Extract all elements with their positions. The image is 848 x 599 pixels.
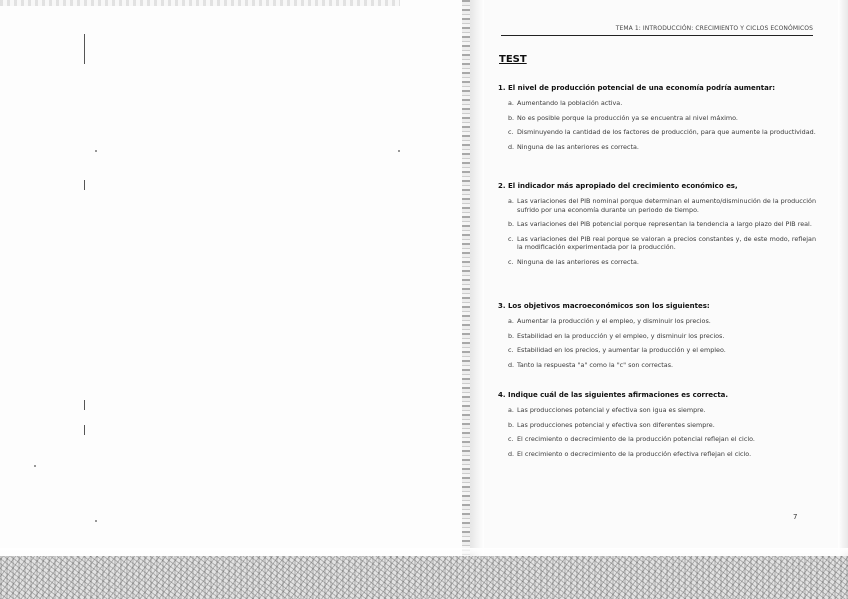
- answer-option: [508, 143, 816, 152]
- question-4: [498, 391, 816, 464]
- option-text: Aumentar la producción y el empleo, y disminuir los precios.: [517, 317, 711, 325]
- option-letter: b.: [508, 420, 515, 429]
- option-letter: c.: [508, 435, 514, 444]
- scan-speck: [95, 520, 97, 522]
- option-text: Aumentando la población activa.: [517, 99, 623, 107]
- question-2: [498, 182, 816, 273]
- answer-option: [508, 450, 816, 459]
- answer-option: [508, 317, 816, 326]
- right-page-edge: [838, 0, 848, 599]
- answer-option: [508, 128, 816, 137]
- option-text: Las producciones potencial y efectiva son igua es siempre.: [517, 406, 706, 414]
- option-text: No es posible porque la producción ya se encuentra al nivel máximo.: [517, 113, 738, 122]
- question-3: [498, 302, 816, 375]
- test-heading: TEST: [499, 54, 527, 65]
- gutter-shadow: [470, 0, 484, 560]
- option-letter: a.: [508, 99, 514, 107]
- margin-mark: [84, 180, 85, 190]
- scan-speck: [398, 150, 400, 152]
- scan-speck: [95, 150, 97, 152]
- question-1: [498, 84, 816, 157]
- answer-option: [508, 361, 816, 370]
- scan-noise-strip: [0, 556, 848, 599]
- answer-option: [508, 258, 816, 267]
- option-text: El crecimiento o decrecimiento de la producción efectiva reflejan el ciclo.: [517, 449, 752, 458]
- answer-option: [508, 235, 816, 252]
- option-text: El crecimiento o decrecimiento de la producción potencial reflejan el ciclo.: [517, 435, 755, 444]
- answer-option: [508, 332, 816, 341]
- option-text: Ninguna de las anteriores es correcta.: [517, 257, 639, 266]
- option-text: Estabilidad en la producción y el empleo, y disminuir los precios.: [517, 331, 725, 340]
- option-text: Las variaciones del PIB real porque se valoran a precios constantes y, de este modo, reflejan la modificación experimentada por la producción.: [517, 234, 816, 252]
- option-text: Las variaciones del PIB potencial porque representan la tendencia a largo plazo del PIB real.: [517, 220, 812, 229]
- option-letter: c.: [508, 346, 514, 355]
- header-rule: [501, 35, 813, 36]
- question-title: 2. El indicador más apropiado del crecimiento económico es,: [498, 182, 738, 190]
- question-title: 1. El nivel de producción potencial de una economía podría aumentar:: [498, 84, 776, 92]
- option-letter: a.: [508, 406, 514, 414]
- option-text: Ninguna de las anteriores es correcta.: [517, 142, 639, 151]
- option-letter: a.: [508, 317, 514, 325]
- right-page: [490, 0, 820, 556]
- answer-option: [508, 406, 816, 415]
- margin-mark: [84, 425, 85, 435]
- option-letter: d.: [508, 449, 515, 458]
- answer-option: [508, 114, 816, 123]
- option-letter: b.: [508, 220, 515, 229]
- top-scan-edge: [0, 0, 400, 6]
- option-letter: c.: [508, 234, 514, 243]
- answer-option: [508, 197, 816, 214]
- answer-option: [508, 435, 816, 444]
- running-head: TEMA 1: INTRODUCCIÓN: CRECIMIENTO Y CICLOS ECONÓMICOS: [615, 25, 813, 32]
- question-title: 3. Los objetivos macroeconómicos son los siguientes:: [498, 302, 710, 310]
- scan-speck: [34, 465, 36, 467]
- answer-option: [508, 421, 816, 430]
- option-letter: d.: [508, 360, 515, 369]
- option-letter: a.: [508, 197, 514, 205]
- option-text: Las variaciones del PIB nominal porque determinan el aumento/disminución de la producción sufrido por una economía durante un periodo de tiempo.: [517, 197, 816, 214]
- margin-mark: [84, 34, 85, 64]
- option-text: Las producciones potencial y efectiva son diferentes siempre.: [517, 420, 715, 429]
- option-letter: c.: [508, 128, 514, 137]
- answer-option: [508, 220, 816, 229]
- option-text: Tanto la respuesta "a" como la "c" son correctas.: [517, 360, 674, 369]
- option-letter: c.: [508, 257, 514, 266]
- option-text: Estabilidad en los precios, y aumentar la producción y el empleo.: [517, 346, 726, 355]
- option-letter: b.: [508, 113, 515, 122]
- answer-option: [508, 346, 816, 355]
- answer-option: [508, 99, 816, 108]
- question-title: 4. Indique cuál de las siguientes afirmaciones es correcta.: [498, 391, 729, 399]
- option-text: Disminuyendo la cantidad de los factores de producción, para que aumente la productividad.: [517, 128, 816, 137]
- page-number: 7: [793, 513, 798, 521]
- option-letter: d.: [508, 142, 515, 151]
- margin-mark: [84, 400, 85, 410]
- option-letter: b.: [508, 331, 515, 340]
